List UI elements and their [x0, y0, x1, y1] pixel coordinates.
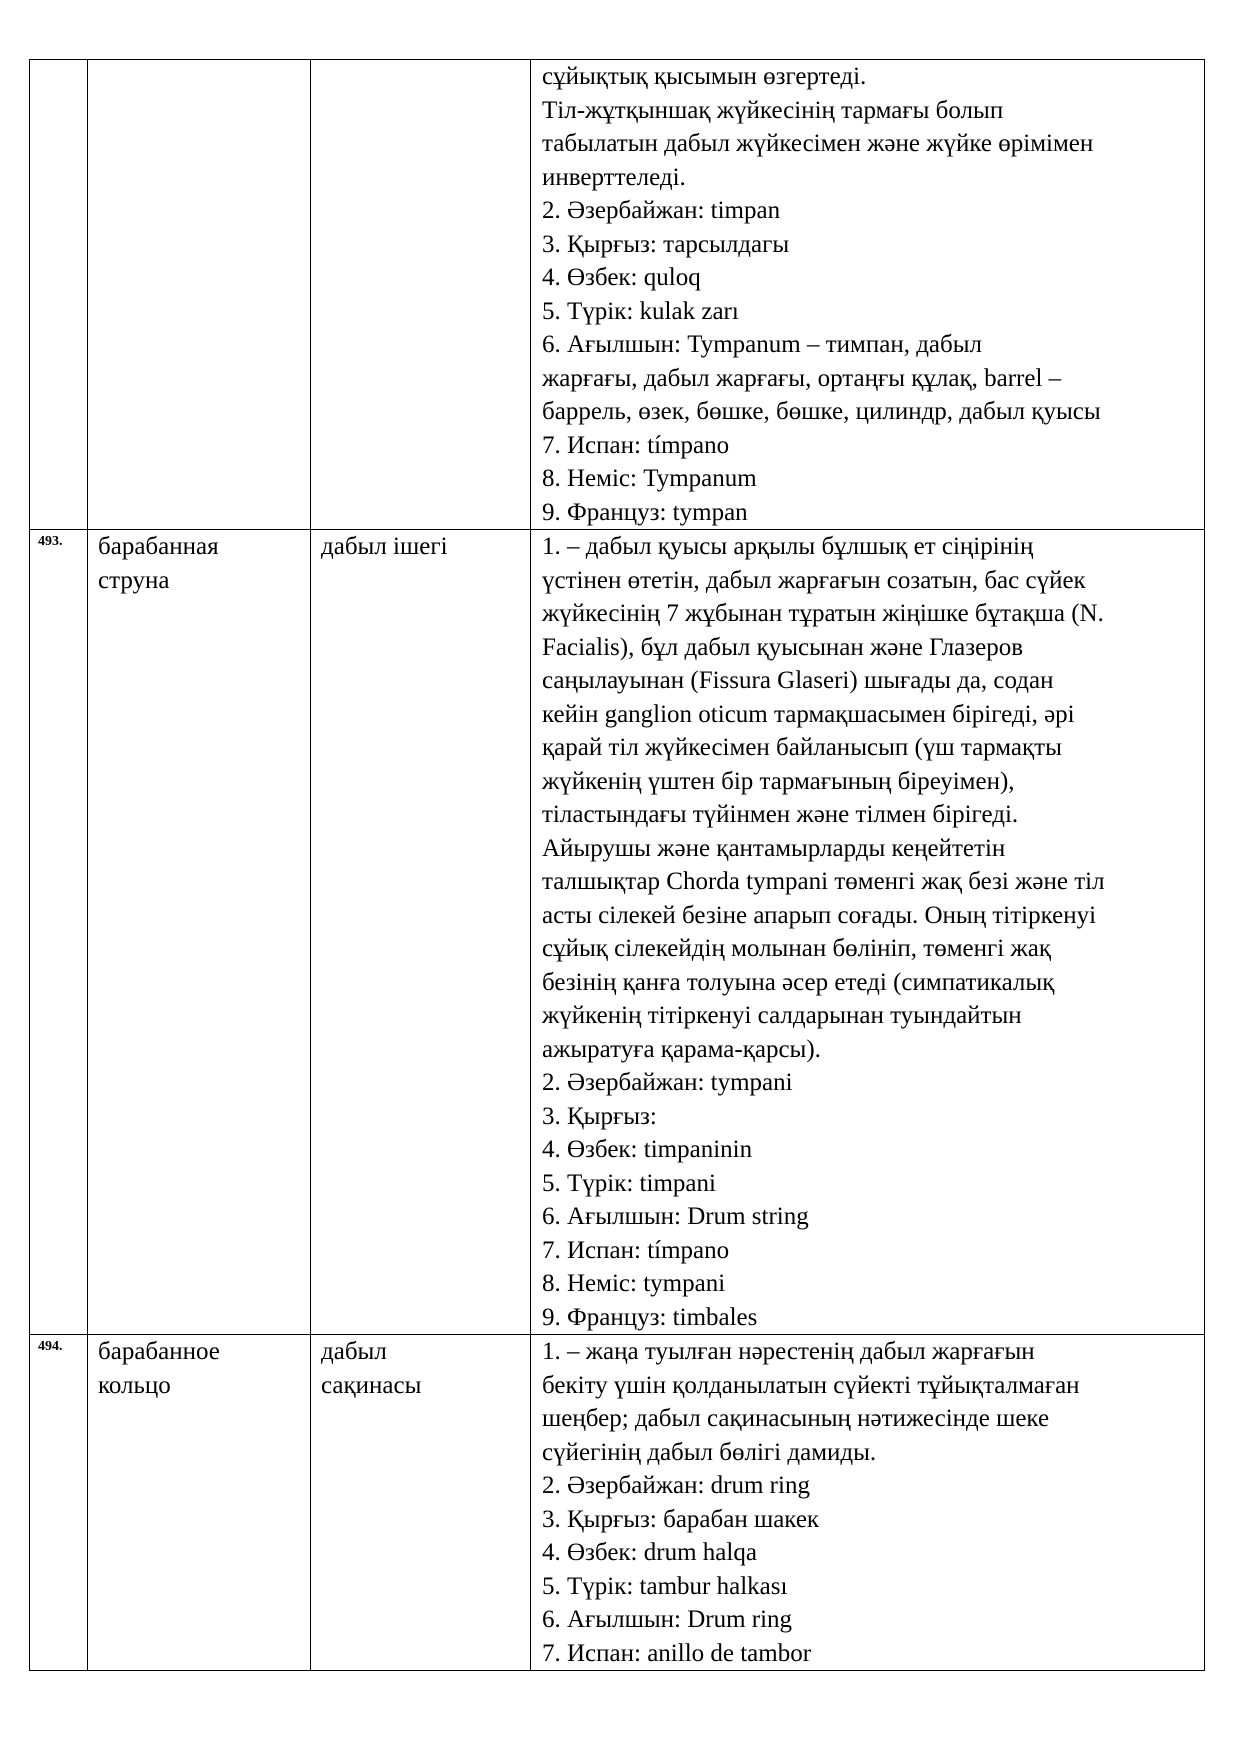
- definition-line: 7. Испан: anillo de tambor: [542, 1639, 812, 1667]
- definition-line: 4. Өзбек: timpaninin: [542, 1136, 753, 1163]
- definition-line: саңылауынан (Fissura Glaseri) шығады да, содан: [542, 667, 1054, 694]
- definition-line: 8. Неміс: tympani: [542, 1270, 726, 1297]
- definition-line: 5. Түрік: kulak zarı: [542, 297, 739, 325]
- kazakh-term-line: дабыл ішегі: [321, 533, 448, 560]
- definition-line: тіластындағы түйінмен және тілмен бірігеді.: [542, 801, 1019, 828]
- definition-line: кейін ganglion oticum тармақшасымен бірігеді, әрі: [542, 700, 1075, 728]
- definition-line: 5. Түрік: tambur halkası: [542, 1572, 788, 1600]
- definition-line: 2. Әзербайжан: tympani: [542, 1069, 793, 1096]
- entry-number-cell: [30, 1335, 88, 1671]
- definition-line: 4. Өзбек: quloq: [542, 264, 701, 291]
- definition-line: ажыратуға қарама-қарсы).: [542, 1035, 821, 1063]
- definition-line: сұйықтық қысымын өзгертеді.: [542, 63, 867, 90]
- russian-term-line: барабанное: [98, 1338, 220, 1365]
- definition-line: жүйкенің тітіркенуі салдарынан туындайтын: [542, 1002, 1022, 1029]
- definition-line: 6. Ағылшын: Drum string: [542, 1203, 809, 1230]
- definition-line: шеңбер; дабыл сақинасының нәтижесінде шеке: [542, 1405, 1050, 1432]
- definition-line: 7. Испан: tímpano: [542, 1236, 730, 1264]
- definition-line: Тіл-жұтқыншақ жүйкесінің тармағы болып: [542, 96, 1004, 124]
- definition-line: инверттеледі.: [542, 163, 686, 191]
- definition-line: 9. Француз: tympan: [542, 498, 748, 526]
- definition-line: 3. Қырғыз:: [542, 1102, 657, 1130]
- definition-line: 6. Ағылшын: Drum ring: [542, 1606, 793, 1633]
- definition-line: Facialis), бұл дабыл қуысынан және Глазеров: [542, 633, 1024, 661]
- definition-line: сұйық сілекейдің молынан бөлініп, төменгі жақ: [542, 935, 1051, 962]
- definition-line: бекіту үшін қолданылатын сүйекті тұйықталмаған: [542, 1371, 1080, 1399]
- russian-term-cell: [88, 530, 311, 1335]
- entry-number-cell: [30, 60, 88, 530]
- definition-line: үстінен өтетін, дабыл жарғағын созатын, бас сүйек: [542, 566, 1086, 594]
- definition-line: 4. Өзбек: drum halqa: [542, 1539, 757, 1566]
- definition-line: қарай тіл жүйкесімен байланысып (үш тармақты: [542, 734, 1062, 761]
- definition-line: 3. Қырғыз: барабан шакек: [542, 1505, 820, 1533]
- entry-number: 494.: [38, 1339, 63, 1354]
- russian-term-line: струна: [98, 566, 170, 594]
- definition-line: 3. Қырғыз: тарсылдагы: [542, 230, 790, 258]
- definition-line: 9. Француз: timbales: [542, 1303, 758, 1331]
- definition-line: безінің қанға толуына әсер етеді (симпатикалық: [542, 968, 1055, 996]
- entry-number: 493.: [38, 534, 63, 549]
- entry-number: [30, 60, 87, 64]
- definition-cell: [531, 60, 1205, 530]
- definition-line: 1. – жаңа туылған нәрестенің дабыл жарғағын: [542, 1338, 1035, 1365]
- definition-line: талшықтар Chorda tympani төменгі жақ безі және тіл: [542, 868, 1105, 895]
- table-body: [30, 60, 1205, 1671]
- russian-term-line: кольцо: [98, 1371, 171, 1399]
- definition-line: 7. Испан: tímpano: [542, 431, 730, 459]
- definition-cell: [531, 530, 1205, 1335]
- entry-number-cell: [30, 530, 88, 1335]
- definition-line: жарғағы, дабыл жарғағы, ортаңғы құлақ, barrel –: [542, 364, 1062, 392]
- kazakh-term-line: дабыл: [321, 1338, 387, 1365]
- table-row: [30, 60, 1205, 530]
- definition-line: 8. Неміс: Tympanum: [542, 465, 757, 492]
- definition-line: табылатын дабыл жүйкесімен және жүйке өрімімен: [542, 130, 1094, 157]
- definition-line: Айырушы және қантамырларды кеңейтетін: [542, 834, 1006, 862]
- definition-cell: [531, 1335, 1205, 1671]
- kazakh-term-cell: [311, 1335, 531, 1671]
- definition-line: жүйкенің үштен бір тармағының біреуімен),: [542, 767, 1015, 795]
- russian-term-line: барабанная: [98, 533, 219, 560]
- definition-line: 1. – дабыл қуысы арқылы бұлшық ет сіңірінің: [542, 533, 1034, 560]
- definition-line: асты сілекей безіне апарып соғады. Оның тітіркенуі: [542, 901, 1097, 929]
- table-row: [30, 530, 1205, 1335]
- table-row: [30, 1335, 1205, 1671]
- russian-term-cell: [88, 60, 311, 530]
- definition-line: жүйкесінің 7 жұбынан тұратын жіңішке бұтақша (N.: [542, 600, 1104, 627]
- kazakh-term-line: сақинасы: [321, 1371, 422, 1399]
- terminology-table: [29, 59, 1205, 1671]
- definition-line: баррель, өзек, бөшке, бөшке, цилиндр, дабыл қуысы: [542, 398, 1101, 425]
- definition-line: 5. Түрік: timpani: [542, 1169, 716, 1197]
- definition-line: 6. Ағылшын: Tympanum – тимпан, дабыл: [542, 331, 983, 358]
- definition-line: 2. Әзербайжан: timpan: [542, 197, 781, 224]
- kazakh-term-cell: [311, 60, 531, 530]
- definition-line: 2. Әзербайжан: drum ring: [542, 1472, 810, 1499]
- kazakh-term-cell: [311, 530, 531, 1335]
- definition-line: сүйегінің дабыл бөлігі дамиды.: [542, 1438, 877, 1466]
- russian-term-cell: [88, 1335, 311, 1671]
